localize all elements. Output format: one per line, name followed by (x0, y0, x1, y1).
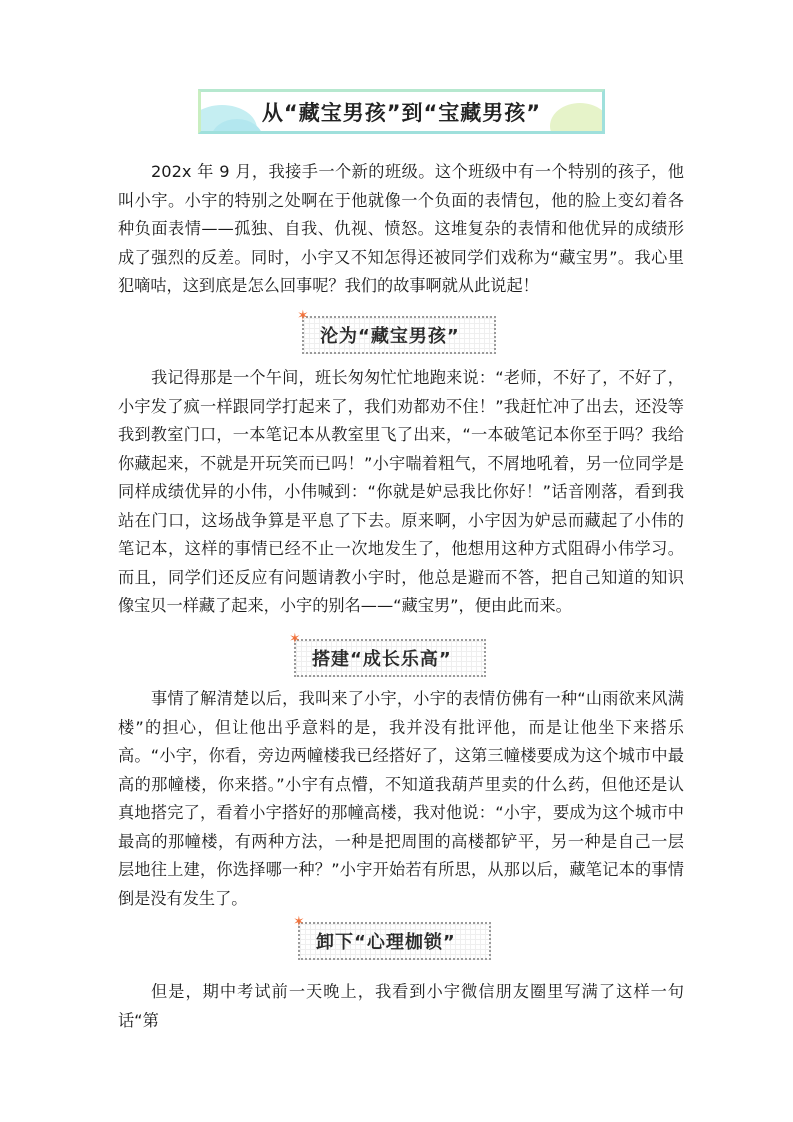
star-icon: ✶ (297, 308, 309, 324)
paragraph-intro: 202x 年 9 月，我接手一个新的班级。这个班级中有一个特别的孩子，他叫小宇。小宇的特别之处啊在于他就像一个负面的表情包，他的脸上变幻着各种负面表情——孤独、自我、仇视、愤怒。这堆复杂的表情和他优异的成绩形成了强烈的反差。同时，小宇又不知怎得还被同学们戏称为“藏宝男”。我心里犯嘀咕，这到底是怎么回事呢？我们的故事啊就从此说起！ (118, 162, 684, 295)
paragraph-section-1: 我记得那是一个午间，班长匆匆忙忙地跑来说：“老师，不好了，不好了，小宇发了疯一样跟同学打起来了，我们劝都劝不住！”我赶忙冲了出去，还没等我到教室门口，一本笔记本从教室里飞了出来，“一本破笔记本你至于吗？我给你藏起来，不就是开玩笑而已吗！”小宇喘着粗气，不屑地吼着，另一位同学是同样成绩优异的小伟，小伟喊到：“你就是妒忌我比你好！”话音刚落，看到我站在门口，这场战争算是平息了下去。原来啊，小宇因为妒忌而藏起了小伟的笔记本，这样的事情已经不止一次地发生了，他想用这种方式阻碍小伟学习。而且，同学们还反应有问题请教小宇时，他总是避而不答，把自己知道的知识像宝贝一样藏了起来，小宇的别名——“藏宝男”，便由此而来。 (118, 368, 684, 615)
section-heading-text: 卸下“心理枷锁” (316, 932, 456, 953)
title-banner (198, 89, 605, 134)
section-heading-text: 沦为“藏宝男孩” (320, 326, 460, 347)
document-title: 从“藏宝男孩”到“宝藏男孩” (261, 100, 542, 125)
star-icon: ✶ (289, 631, 301, 647)
section-heading-3 (293, 914, 491, 960)
section-heading-text: 搭建“成长乐高” (312, 649, 452, 670)
star-icon: ✶ (293, 914, 305, 930)
section-heading-2 (289, 631, 486, 677)
section-heading-1 (297, 308, 496, 354)
paragraph-section-2: 事情了解清楚以后，我叫来了小宇，小宇的表情仿佛有一种“山雨欲来风满楼”的担心，但让他出乎意料的是，我并没有批评他，而是让他坐下来搭乐高。“小宇，你看，旁边两幢楼我已经搭好了，这第三幢楼要成为这个城市中最高的那幢楼，你来搭。”小宇有点懵，不知道我葫芦里卖的什么药，但他还是认真地搭完了，看着小宇搭好的那幢高楼，我对他说：“小宇，要成为这个城市中最高的那幢楼，有两种方法，一种是把周围的高楼都铲平，另一种是自己一层层地往上建，你选择哪一种？”小宇开始若有所思，从那以后，藏笔记本的事情倒是没有发生了。 (118, 689, 684, 908)
paragraph-section-3: 但是，期中考试前一天晚上，我看到小宇微信朋友圈里写满了这样一句话“第 (118, 982, 684, 1030)
